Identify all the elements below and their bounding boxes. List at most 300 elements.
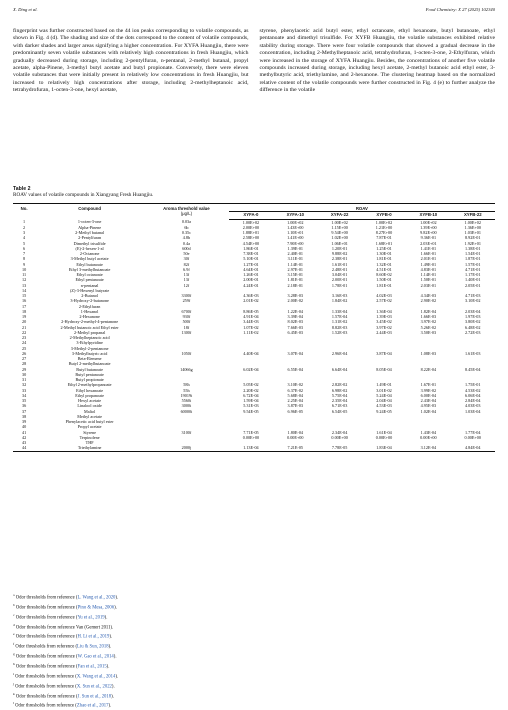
footnote-reference-link[interactable]: X. Sun et al., 2022 bbox=[76, 684, 112, 690]
roav-value: 4.24E-01 bbox=[243, 282, 259, 288]
roav-value: 2.44E-03 bbox=[376, 329, 392, 335]
roav-value: 8.27E+00 bbox=[375, 230, 393, 235]
compound-name: 2-Hexanone bbox=[79, 314, 100, 319]
roav-value: 0.00E+00 bbox=[242, 434, 260, 440]
roav-value: 1.86E-01 bbox=[243, 245, 259, 251]
row-number: 8 bbox=[23, 256, 26, 262]
compound-name: Butyl 2-methylbutanoate bbox=[68, 361, 111, 367]
row-number: 37 bbox=[21, 408, 27, 414]
compound-name: 1-Hexanol bbox=[80, 308, 99, 314]
roav-value: 6.71E-03 bbox=[331, 403, 348, 409]
body-text bbox=[13, 28, 495, 95]
roav-value: 4.02E-03 bbox=[376, 293, 392, 298]
compound-name: 2-Methyl propanal bbox=[73, 329, 106, 335]
roav-value: 0.00E+00 bbox=[287, 434, 304, 440]
footnote-end: ). bbox=[111, 694, 114, 700]
row-number: 44 bbox=[13, 445, 35, 451]
roav-value: 3.12E-04 bbox=[406, 445, 450, 451]
roav-value: 2.03E-01 bbox=[420, 282, 437, 288]
row-number: 9 bbox=[23, 261, 26, 267]
roav-value: 7.71E-05 bbox=[243, 429, 259, 435]
roav-value: 1.67E-01 bbox=[420, 382, 437, 388]
col-no: No. bbox=[13, 204, 35, 220]
compound-name: Maltol bbox=[84, 408, 96, 414]
footnote-reference-link[interactable]: L. Wang et al., 2020 bbox=[77, 595, 116, 601]
compound-name: 2-Pentylfuran bbox=[78, 235, 102, 241]
row-number: 12 bbox=[21, 277, 27, 283]
table-row bbox=[13, 262, 495, 267]
compound-name: 2-Methylheptanoic acid bbox=[69, 335, 110, 340]
row-number: 26 bbox=[21, 350, 27, 356]
compound-name: 3-Methyl-2-pentanone bbox=[70, 345, 109, 351]
roav-value: 2.00E-01 bbox=[331, 277, 348, 283]
roav-value: 1.27E-01 bbox=[243, 261, 259, 267]
footnote-text: Odor thresholds from reference ( bbox=[15, 615, 78, 621]
roav-value: 1.83E-04 bbox=[362, 445, 406, 451]
roav-value: 1.39E-03 bbox=[376, 314, 392, 319]
threshold-value: 1050f bbox=[181, 350, 192, 356]
roav-value: 1.03E+01 bbox=[464, 230, 481, 235]
roav-value: 1.06E+01 bbox=[331, 240, 348, 246]
threshold-value: 18f bbox=[183, 324, 190, 330]
roav-value: 1.15E+00 bbox=[331, 224, 348, 230]
threshold-value: 2000j bbox=[144, 445, 229, 451]
roav-value: 1.36E+00 bbox=[464, 224, 481, 230]
row-number: 14 bbox=[21, 287, 27, 293]
roav-value: 1.68E+01 bbox=[375, 240, 393, 246]
compound-name: (Z)-3-Hexenyl butyrate bbox=[70, 287, 110, 293]
footnote bbox=[13, 602, 118, 612]
col-roav: ROAV bbox=[229, 204, 495, 212]
roav-value: 1.61E-01 bbox=[331, 261, 348, 267]
roav-value: 1.75E-01 bbox=[465, 382, 481, 388]
paragraph-right: styrene, phenylacetic acid butyl ester, ethyl octanoate, ethyl hexanoate, butyl butanoate, ethyl pentanoate and dimethyl trisulfide. For XYFB Huangjiu, the volatile substances exhibited relative stability during storage. There were four volatile compounds that showed a gradual decrease in the concentration, including 2-Methylheptanoic acid, tetrahydrofuran, 1-octen-3-one, 2-Ethylfuran, which were increased in the storage of XYFA Huangjiu. Besides, the concentrations of another five volatile compounds increased during storage, including hexyl acetate, 2-methyl butanoic acid ethyl ester, 3-methylbutyric acid, triethylamine, and 2-hexanone. The clustering heatmap based on the normalized relative content of the volatile compounds were further constructed in Fig. 4 (e) to further analyze the difference in the volatile bbox=[259, 28, 495, 94]
roav-value: 2.38E-01 bbox=[331, 256, 348, 262]
footnote-mark: j bbox=[13, 681, 14, 686]
roav-value: 8.05E-04 bbox=[376, 366, 392, 372]
roav-value: 3.15E-01 bbox=[287, 272, 304, 277]
roav-value: 3.87E-04 bbox=[376, 350, 392, 356]
row-number: 11 bbox=[22, 272, 27, 277]
table-row bbox=[13, 445, 495, 451]
roav-value: 3.10E-02 bbox=[287, 382, 304, 388]
row-number: 15 bbox=[21, 293, 27, 298]
roav-value: 5.68E-04 bbox=[287, 392, 304, 398]
footnote bbox=[13, 622, 118, 632]
roav-value: 1.57E-04 bbox=[331, 314, 348, 319]
roav-value: 6.64E-04 bbox=[331, 366, 348, 372]
roav-value: 3.50E-03 bbox=[420, 329, 437, 335]
compound-name: Butyl pentanoate bbox=[75, 371, 104, 377]
roav-value: 3.04E-01 bbox=[331, 272, 348, 277]
row-number: 24 bbox=[21, 340, 27, 346]
threshold-value: 5560i bbox=[181, 398, 192, 403]
row-number: 28 bbox=[21, 361, 27, 367]
row-number: 7 bbox=[23, 251, 26, 256]
row-number: 41 bbox=[21, 429, 27, 435]
roav-value: 1.61E-04 bbox=[376, 429, 392, 435]
roav-value: 2.01E-02 bbox=[243, 298, 259, 304]
row-number: 16 bbox=[21, 298, 27, 304]
roav-value: 6.06E-04 bbox=[465, 392, 481, 398]
footnote-text: Odor thresholds from reference ( bbox=[15, 605, 78, 611]
threshold-value: 55h bbox=[183, 387, 190, 393]
threshold-value: 14066g bbox=[180, 366, 193, 372]
threshold-value: 13f bbox=[183, 272, 190, 277]
footnote-end: ). bbox=[111, 684, 115, 690]
roav-value: 3.39E-04 bbox=[287, 314, 304, 319]
footnote-reference-link[interactable]: X. Wang et al., 2014 bbox=[76, 674, 116, 680]
threshold-value: 60000i bbox=[180, 408, 193, 414]
roav-value: 5.75E-04 bbox=[331, 392, 348, 398]
footnotes bbox=[13, 592, 118, 710]
row-number: 22 bbox=[21, 329, 27, 335]
compound-name: Hexyl acetate bbox=[78, 398, 102, 403]
compound-name: Alpha-Pinene bbox=[78, 224, 102, 230]
footnote-reference-link[interactable]: J. Sun et al., 2018 bbox=[77, 694, 112, 700]
row-number: 31 bbox=[21, 377, 27, 382]
row-number: 23 bbox=[21, 335, 27, 340]
compound-name: Methyl acetate bbox=[77, 413, 102, 419]
footnote-mark: g bbox=[13, 652, 15, 657]
row-number: 6 bbox=[23, 245, 26, 251]
footnote-reference-link[interactable]: Liu & Sun, 2018 bbox=[77, 644, 109, 650]
roav-value: 2.72E-03 bbox=[465, 329, 481, 335]
footnote-end: ). bbox=[114, 605, 117, 611]
roav-value: 1.49E-01 bbox=[376, 382, 392, 388]
table-row bbox=[13, 298, 495, 303]
threshold-value: 12f bbox=[183, 282, 190, 288]
roav-value: 4.40E-04 bbox=[243, 350, 259, 356]
roav-value: 1.81E-01 bbox=[376, 282, 392, 288]
compound-name: Dimethyl trisulfide bbox=[73, 240, 106, 246]
compound-name: Propyl acetate bbox=[77, 424, 102, 430]
roav-value: 1.54E-01 bbox=[465, 251, 481, 256]
footnote bbox=[13, 671, 118, 681]
footnote-text: Odor thresholds from reference ( bbox=[15, 654, 78, 660]
roav-value: 1.77E-04 bbox=[465, 429, 481, 435]
roav-value: 2.03E-04 bbox=[465, 308, 481, 314]
roav-value: 4.84E-04 bbox=[451, 445, 495, 451]
roav-value: 4.53E-03 bbox=[376, 403, 392, 409]
roav-value: 1.13E-04 bbox=[229, 445, 273, 451]
footnote bbox=[13, 691, 118, 701]
threshold-value: 13f bbox=[183, 277, 190, 283]
roav-value: 1.82E-04 bbox=[420, 308, 437, 314]
roav-value: 6.45E-03 bbox=[287, 329, 304, 335]
row-number: 34 bbox=[21, 392, 27, 398]
roav-value: 1.00E+02 bbox=[287, 219, 304, 225]
roav-value: 3.11E-01 bbox=[287, 256, 303, 262]
roav-value: 6.55E-04 bbox=[287, 366, 304, 372]
roav-value: 1.87E-01 bbox=[465, 256, 481, 262]
footnote-mark: k bbox=[13, 691, 15, 696]
roav-value: 1.20E-01 bbox=[331, 245, 348, 251]
col-sample-xyfb-0: XYFB-0 bbox=[362, 212, 406, 219]
footnote-text: Odor thresholds from reference ( bbox=[15, 704, 77, 710]
roav-value: 5.10E-01 bbox=[243, 256, 259, 262]
table-row bbox=[13, 319, 495, 324]
roav-value: 1.80E-04 bbox=[287, 429, 304, 435]
roav-value: 1.40E-01 bbox=[465, 277, 481, 283]
footnote-text: Odor thresholds from reference ( bbox=[15, 644, 78, 650]
footnote-reference-link[interactable]: W. Gao et al., 2014 bbox=[77, 654, 114, 660]
compound-name: Styrene bbox=[83, 429, 97, 435]
col-sample-xyfa-22: XYFA-22 bbox=[317, 212, 361, 219]
footnote bbox=[13, 651, 118, 661]
roav-value: 3.99E-02 bbox=[420, 387, 437, 393]
roav-value: 1.33E-04 bbox=[331, 308, 348, 314]
roav-value: 3.97E-02 bbox=[420, 319, 437, 325]
footnote-mark: d bbox=[13, 622, 15, 627]
row-number: 18 bbox=[21, 308, 27, 314]
row-number: 21 bbox=[21, 324, 27, 330]
roav-value: 3.87E-03 bbox=[287, 403, 304, 409]
col-threshold bbox=[144, 204, 229, 220]
footnote bbox=[13, 700, 118, 710]
threshold-value: 50e bbox=[183, 251, 190, 256]
roav-value: 2.00E-01 bbox=[243, 277, 259, 283]
roav-value: 3.80E-02 bbox=[465, 319, 481, 325]
roav-value: 5.31E-03 bbox=[243, 403, 259, 409]
roav-value: 3.44E-03 bbox=[243, 319, 259, 325]
roav-value: 0.00E+00 bbox=[375, 434, 393, 440]
row-number: 13 bbox=[21, 282, 27, 288]
footnote-reference-link[interactable]: Fan et al., 2015 bbox=[77, 664, 107, 670]
footnote bbox=[13, 631, 118, 641]
compound-name: Phenylacetic acid butyl ester bbox=[65, 419, 114, 424]
table-row bbox=[13, 241, 495, 246]
footnote-end: ). bbox=[115, 674, 119, 680]
roav-value: 1.21E+00 bbox=[375, 224, 393, 230]
col-compound: Compound bbox=[35, 204, 144, 220]
compound-name: Ethyl octanoate bbox=[76, 272, 103, 277]
roav-value: 4.71E-03 bbox=[465, 293, 481, 298]
compound-name: Linalool oxide bbox=[77, 403, 102, 409]
col-threshold-label: Aroma threshold value bbox=[163, 206, 210, 211]
compound-name: 2-Hydroxy-2-methyl-4-pentanone bbox=[61, 319, 119, 325]
threshold-value: 0.35c bbox=[181, 230, 191, 235]
roav-value: 3.45E-02 bbox=[376, 319, 392, 325]
threshold-value: 3300f bbox=[181, 293, 192, 298]
roav-value: 7.38E-01 bbox=[243, 251, 259, 256]
threshold-value: 500f bbox=[182, 319, 191, 325]
roav-value: 1.00E+02 bbox=[242, 219, 260, 225]
compound-name: Butyl butanoate bbox=[76, 366, 103, 372]
threshold-value: 58h bbox=[183, 382, 190, 388]
footnote-text: Odor thresholds from reference ( bbox=[15, 684, 77, 690]
threshold-value: 0.4a bbox=[182, 240, 190, 246]
table-row bbox=[13, 277, 495, 282]
roav-value: 5.05E-02 bbox=[243, 382, 259, 388]
header-journal: Food Chemistry: X 27 (2025) 102340 bbox=[425, 7, 495, 12]
roav-value: 6.37E-02 bbox=[287, 387, 304, 393]
compound-name: Ethyl pentanoate bbox=[75, 277, 104, 283]
roav-value: 1.52E-03 bbox=[331, 329, 348, 335]
roav-value: 1.08E-03 bbox=[420, 350, 437, 356]
compound-name: 3-Ethylpyridine bbox=[76, 340, 103, 346]
footnote-text: Odor thresholds from reference ( bbox=[15, 664, 78, 670]
roav-value: 1.43E-04 bbox=[420, 429, 437, 435]
roav-value: 1.36E-04 bbox=[376, 308, 392, 314]
roav-value: 3.01E-02 bbox=[376, 387, 392, 393]
threshold-value: 600d bbox=[182, 245, 191, 251]
roav-value: 8.86E-05 bbox=[243, 308, 259, 314]
threshold-value: 259f bbox=[182, 298, 191, 304]
roav-value: 9.54E+00 bbox=[331, 230, 348, 235]
row-number: 35 bbox=[21, 398, 27, 403]
compound-name: THF bbox=[85, 440, 94, 445]
roav-value: 5.26E-02 bbox=[420, 324, 437, 330]
footnote-end: ). bbox=[106, 664, 110, 670]
roav-value: 2.01E-01 bbox=[420, 256, 437, 262]
threshold-value: 0.03a bbox=[181, 219, 191, 225]
roav-value: 0.00E+00 bbox=[331, 434, 348, 440]
footnote-reference-link[interactable]: Zhao et al., 2017 bbox=[76, 704, 109, 710]
roav-value: 0.00E+00 bbox=[420, 434, 437, 440]
roav-value: 4.71E-01 bbox=[465, 266, 481, 272]
roav-value: 1.92E+01 bbox=[464, 240, 481, 246]
threshold-value: 6b bbox=[184, 224, 189, 230]
roav-value: 2.00E+00 bbox=[242, 224, 260, 230]
table-caption bbox=[13, 186, 153, 198]
roav-value: 1.41E+00 bbox=[287, 235, 304, 241]
roav-value: 1.81E-01 bbox=[376, 256, 392, 262]
roav-value: 4.64E-01 bbox=[243, 266, 259, 272]
row-number: 20 bbox=[21, 319, 27, 325]
compound-name: Ethyl 2-methylpropanoate bbox=[67, 382, 112, 388]
roav-value: 1.39E+00 bbox=[420, 224, 437, 230]
roav-value: 1.10E+01 bbox=[287, 230, 304, 235]
footnote-end: ). bbox=[104, 615, 108, 621]
compound-name: Ethyl 3-methylbutanoate bbox=[68, 266, 111, 272]
table-row bbox=[13, 367, 495, 372]
roav-value: 7.78E-05 bbox=[317, 445, 361, 451]
roav-value: 1.00E+02 bbox=[375, 219, 393, 225]
footnote-end: ). bbox=[109, 635, 113, 640]
row-number: 19 bbox=[21, 314, 27, 319]
roav-value: 1.14E-01 bbox=[287, 261, 304, 267]
roav-value: 3.07E-04 bbox=[287, 350, 304, 356]
roav-value: 2.25E-04 bbox=[287, 398, 304, 403]
row-number: 25 bbox=[21, 345, 27, 351]
roav-value: 4.91E-04 bbox=[243, 314, 259, 319]
roav-value: 1.57E-01 bbox=[465, 261, 481, 267]
roav-value: 1.50E-01 bbox=[376, 277, 392, 283]
roav-value: 2.18E-01 bbox=[287, 282, 304, 288]
footnote-text: Odor thresholds from reference Van (Gemert 2011). bbox=[15, 625, 114, 631]
roav-value: 2.00E-02 bbox=[287, 298, 304, 304]
threshold-value: 4.8b bbox=[182, 235, 191, 241]
roav-value: 1.14E-01 bbox=[420, 272, 437, 277]
compound-name: (E)-2-hexen-1-al bbox=[75, 245, 104, 251]
roav-value: 2.43E-04 bbox=[420, 398, 437, 403]
roav-value: 1.38E-01 bbox=[465, 245, 481, 251]
threshold-value: 30f bbox=[183, 256, 190, 262]
table-row bbox=[13, 403, 495, 408]
roav-value: 3.10E-02 bbox=[465, 298, 481, 304]
roav-value: 2.97E-01 bbox=[287, 266, 304, 272]
roav-value: 8.82E-03 bbox=[331, 324, 348, 330]
roav-value: 8.45E-04 bbox=[465, 366, 481, 372]
roav-value: 4.95E-03 bbox=[420, 403, 437, 409]
roav-value: 9.24E-05 bbox=[376, 408, 392, 414]
footnote-mark: h bbox=[13, 662, 15, 667]
roav-value: 2.20E-02 bbox=[243, 387, 259, 393]
roav-value: 1.66E-01 bbox=[420, 251, 437, 256]
row-number: 5 bbox=[23, 240, 26, 246]
footnote-reference-link[interactable]: Yu et al., 2019 bbox=[77, 615, 105, 621]
roav-value: 1.17E-01 bbox=[465, 272, 481, 277]
footnote-mark: l bbox=[13, 701, 14, 706]
roav-value: 9.82E+00 bbox=[420, 230, 437, 235]
col-sample-xyfb-10: XYFB-10 bbox=[406, 212, 450, 219]
roav-value: 3.16E-03 bbox=[331, 293, 348, 298]
roav-value: 6.00E-04 bbox=[420, 392, 437, 398]
row-number: 32 bbox=[21, 382, 27, 388]
compound-name: Ethyl hexanoate bbox=[76, 387, 104, 393]
table-row bbox=[13, 325, 495, 330]
footnote bbox=[13, 681, 118, 691]
table-row bbox=[13, 219, 495, 225]
footnote-end: ). bbox=[108, 644, 112, 650]
compound-name: n-pentanal bbox=[80, 282, 99, 288]
roav-value: 8.92E-01 bbox=[465, 235, 481, 241]
roav-value: 2.03E+01 bbox=[420, 240, 437, 246]
roav-value: 4.51E-01 bbox=[376, 266, 392, 272]
compound-name: Butyl propionate bbox=[75, 377, 104, 382]
row-number: 2 bbox=[23, 224, 26, 230]
col-sample-xyfb-22: XYFB-22 bbox=[451, 212, 495, 219]
footnote-mark: a bbox=[13, 593, 15, 597]
compound-name: 2-Octanone bbox=[79, 251, 100, 256]
roav-value: 7.21E-05 bbox=[273, 445, 317, 451]
roav-value: 5.24E-04 bbox=[376, 392, 392, 398]
roav-value: 4.36E-03 bbox=[243, 293, 259, 298]
footnote bbox=[13, 641, 118, 651]
footnote-reference-link[interactable]: Pino & Mesa, 2006 bbox=[77, 605, 115, 611]
compound-name: 3-Hydroxy-2-butanone bbox=[70, 298, 109, 304]
roav-value: 1.26E-01 bbox=[243, 272, 259, 277]
roav-value: 2.96E-04 bbox=[331, 350, 348, 356]
footnote-reference-link[interactable]: H. Li et al., 2019 bbox=[77, 635, 110, 640]
row-number: 38 bbox=[21, 413, 27, 419]
footnote-text: Odor thresholds from reference ( bbox=[15, 694, 78, 700]
roav-value: 4.83E-01 bbox=[420, 266, 437, 272]
threshold-value: 82f bbox=[183, 261, 190, 267]
roav-value: 1.07E-02 bbox=[243, 324, 259, 330]
footnote-text: Odor thresholds from reference ( bbox=[15, 674, 77, 680]
row-number: 36 bbox=[21, 403, 27, 409]
roav-value: 1.43E+00 bbox=[287, 224, 304, 230]
roav-value: 2.04E-04 bbox=[376, 398, 392, 403]
roav-value: 9.88E-02 bbox=[331, 251, 348, 256]
table-label: Table 2 bbox=[13, 186, 31, 192]
roav-value: 9.54E-05 bbox=[243, 408, 259, 414]
table-row bbox=[13, 409, 495, 414]
roav-value: 0.00E+00 bbox=[464, 434, 481, 440]
threshold-value: 6700f bbox=[181, 308, 192, 314]
table-row bbox=[13, 430, 495, 435]
compound-name: Terpinolene bbox=[79, 434, 100, 440]
row-number: 40 bbox=[21, 424, 27, 430]
row-number: 10 bbox=[21, 266, 27, 272]
roav-value: 1.39E-01 bbox=[287, 245, 304, 251]
row-number: 3 bbox=[23, 230, 26, 235]
table-row bbox=[13, 382, 495, 387]
threshold-value: 930f bbox=[182, 314, 191, 319]
roav-value: 7.90E+00 bbox=[287, 240, 304, 246]
